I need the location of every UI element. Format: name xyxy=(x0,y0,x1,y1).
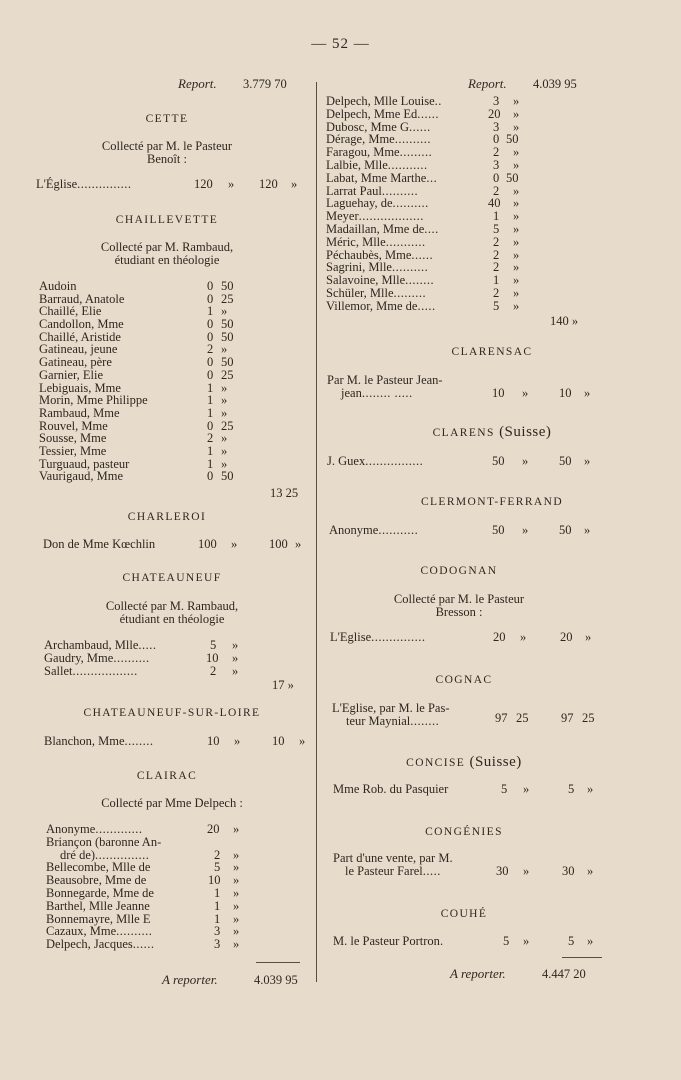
entry-row: Chaillé, Aristide 0 50 xyxy=(39,329,234,344)
entry-row: Bonnegarde, Mme de 1 » xyxy=(46,885,240,900)
entry-row: Dubosc, Mme G...... 3 » xyxy=(326,119,520,134)
entry-row: Larrat Paul.......... 2 » xyxy=(326,183,520,198)
entry-row: Méric, Mlle........... 2 » xyxy=(326,234,520,249)
entry-row: Péchaubès, Mme...... 2 » xyxy=(326,247,520,262)
section-title-chateauneuf: CHATEAUNEUF xyxy=(122,572,222,584)
entry-row: Rouvel, Mme 0 25 xyxy=(39,418,234,433)
entry-row: Turguaud, pasteur 1 » xyxy=(39,456,228,471)
clairac-list xyxy=(46,823,256,951)
entry-row: Don de Mme Kœchlin 100 » 100 » xyxy=(43,537,302,551)
entry-row: Audoin 0 50 xyxy=(39,279,234,293)
section-title-cette: CETTE xyxy=(145,113,189,125)
section-subtitle: Collecté par M. Rambaud, étudiant en théologie xyxy=(100,240,234,267)
entry-row: Gatineau, père 0 50 xyxy=(39,355,234,370)
left-report-label: Report. xyxy=(178,76,217,91)
entry-row: Cazaux, Mme.......... 3 » xyxy=(46,924,240,939)
entry-row: Barraud, Anatole 0 25 xyxy=(39,291,234,306)
entry-block: L'Eglise............... 20 » 20 » xyxy=(330,630,592,644)
entry-row: Faragou, Mme......... 2 » xyxy=(326,145,520,160)
chateauneuf-list xyxy=(44,639,254,677)
entry-row: Sagrini, Mlle.......... 2 » xyxy=(326,260,520,275)
entry-block: Part d'une vente, par M. le Pasteur Farel..... 30 » 30 » xyxy=(333,851,594,878)
entry-row: Bonnemayre, Mlle E 1 » xyxy=(46,911,240,926)
entry-row: L'Église............... 120 » 120 » xyxy=(36,177,298,191)
section-total: 13 25 xyxy=(270,486,299,500)
entry-row: Briançon (baronne An- xyxy=(46,834,162,849)
entry-row: Gaudry, Mme.......... 10 » xyxy=(44,650,239,665)
entry-row: Morin, Mme Philippe 1 » xyxy=(39,393,228,408)
left-carry-amount: 4.039 95 xyxy=(254,973,298,987)
chaillevette-list xyxy=(39,280,239,483)
entry-row: Dérage, Mme.......... 0 50 xyxy=(326,132,519,147)
entry-row: Lalbie, Mlle........... 3 » xyxy=(326,157,520,172)
entry-row: Meyer.................. 1 » xyxy=(326,209,520,224)
entry-row: Delpech, Mlle Louise.. 3 » xyxy=(326,94,520,108)
section-title-chateauneuf-sur-loire: CHATEAUNEUF-SUR-LOIRE xyxy=(83,707,261,719)
page-number: — 52 — xyxy=(311,36,370,52)
section-title-cognac: COGNAC xyxy=(435,674,493,686)
entry-row: Beausobre, Mme de 10 » xyxy=(46,873,240,888)
section-title-congenies: CONGÉNIES xyxy=(425,826,503,838)
section-subtitle: Collecté par M. Rambaud, étudiant en théologie xyxy=(105,599,239,626)
entry-block: M. le Pasteur Portron. 5 » 5 » xyxy=(333,934,594,948)
entry-row: Sousse, Mme 2 » xyxy=(39,431,228,446)
section-subtitle: Collecté par Mme Delpech : xyxy=(101,796,243,810)
right-carry-label: A reporter. xyxy=(450,966,506,981)
section-title-clarens: CLARENS (Suisse) xyxy=(432,424,552,440)
section-title-couhe: COUHÉ xyxy=(440,908,488,920)
sum-rule xyxy=(256,962,300,963)
entry-row: Chaillé, Elie 1 » xyxy=(39,304,228,319)
entry-row: Anonyme............. 20 » xyxy=(46,822,240,836)
entry-row: Delpech, Jacques...... 3 » xyxy=(46,937,240,952)
section-title-clermont-ferrand: CLERMONT-FERRAND xyxy=(420,496,564,508)
entry-row: Salavoine, Mlle........ 1 » xyxy=(326,273,520,288)
sum-rule xyxy=(562,957,602,958)
section-subtitle: Collecté par M. le Pasteur Bresson : xyxy=(393,592,525,619)
column-divider xyxy=(316,82,317,982)
right-report-label: Report. xyxy=(468,76,507,91)
entry-block: Par M. le Pasteur Jean- jean........ ..... 10 » 10 » xyxy=(327,373,591,400)
entry-row: Lebiguais, Mme 1 » xyxy=(39,380,228,395)
entry-row: Barthel, Mlle Jeanne 1 » xyxy=(46,898,240,913)
entry-row: Blanchon, Mme........ 10 » 10 » xyxy=(44,734,306,748)
entry-row: Candollon, Mme 0 50 xyxy=(39,317,234,332)
entry-row: Sallet.................. 2 » xyxy=(44,663,239,678)
entry-row: Bellecombe, Mlle de 5 » xyxy=(46,860,240,875)
entry-row: Gatineau, jeune 2 » xyxy=(39,342,228,357)
entry-block: L'Eglise, par M. le Pas- teur Maynial........ 97 25 97 25 xyxy=(332,701,595,728)
section-title-codognan: CODOGNAN xyxy=(420,565,498,577)
entry-row: Schüler, Mlle......... 2 » xyxy=(326,285,520,300)
clairac-total: 140 » xyxy=(550,314,579,328)
entry-row: Delpech, Mme Ed...... 20 » xyxy=(326,106,520,121)
entry-row: dré de)............... 2 » xyxy=(60,847,240,862)
right-carry-amount: 4.447 20 xyxy=(542,967,586,981)
section-title-concise: CONCISE (Suisse) xyxy=(406,754,522,770)
section-title-chaillevette: CHAILLEVETTE xyxy=(115,214,219,226)
entry-row: Madaillan, Mme de.... 5 » xyxy=(326,221,520,236)
section-title-charleroi: CHARLEROI xyxy=(127,511,207,523)
entry-row: Garnier, Elie 0 25 xyxy=(39,367,234,382)
entry-row: Archambaud, Mlle..... 5 » xyxy=(44,638,239,652)
entry-block: Mme Rob. du Pasquier 5 » 5 » xyxy=(333,782,594,796)
entry-block: Anonyme........... 50 » 50 » xyxy=(329,523,591,537)
section-title-clarensac: CLARENSAC xyxy=(451,346,533,358)
entry-row: Laguehay, de.......... 40 » xyxy=(326,196,520,211)
clairac-continued-list xyxy=(326,95,536,313)
entry-row: Rambaud, Mme 1 » xyxy=(39,405,228,420)
left-report-amount: 3.779 70 xyxy=(243,77,287,91)
section-total: 17 » xyxy=(272,678,294,692)
section-subtitle: Collecté par M. le Pasteur Benoît : xyxy=(101,139,233,166)
entry-row: Tessier, Mme 1 » xyxy=(39,443,228,458)
section-title-clairac: CLAIRAC xyxy=(136,770,198,782)
entry-row: Labat, Mme Marthe... 0 50 xyxy=(326,170,519,185)
entry-row: Vaurigaud, Mme 0 50 xyxy=(39,469,234,484)
entry-block: J. Guex................ 50 » 50 » xyxy=(327,454,591,468)
right-report-amount: 4.039 95 xyxy=(533,77,577,91)
left-carry-label: A reporter. xyxy=(162,972,218,987)
entry-row: Villemor, Mme de..... 5 » xyxy=(326,298,520,313)
